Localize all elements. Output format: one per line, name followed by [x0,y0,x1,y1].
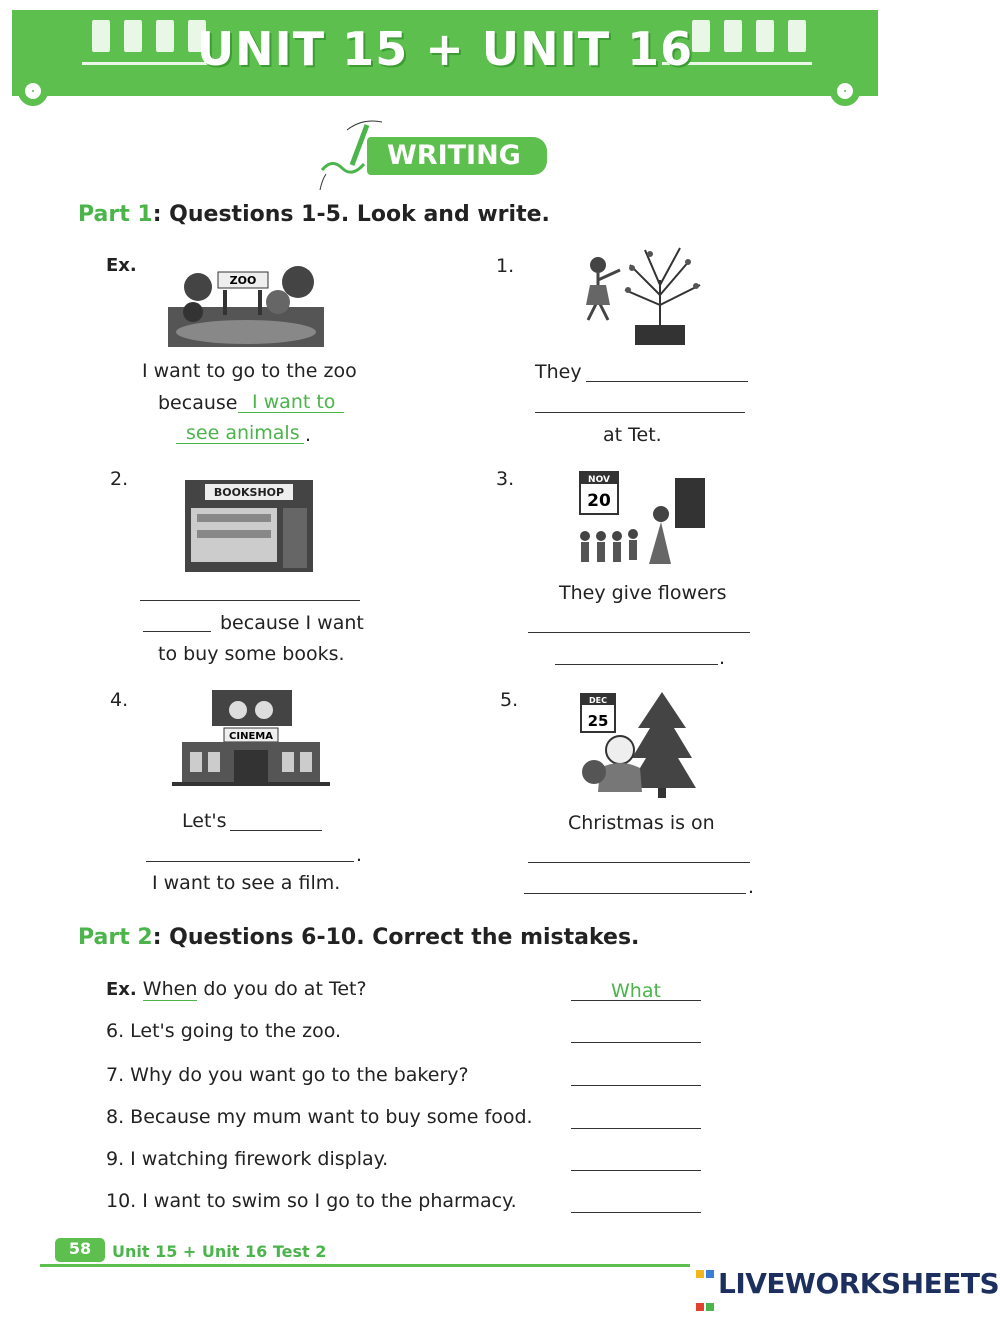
example-answer1: I want to [252,391,336,413]
q3-day: 20 [587,491,611,511]
part2-example-rest: do you do at Tet? [203,978,367,1000]
writing-label: WRITING [367,137,547,175]
q1-start: They [535,361,582,383]
cinema-picture [172,690,330,786]
example-because: because [158,392,238,414]
q4-start: Let's [182,810,227,832]
liveworksheets-brand: LIVEWORKSHEETS [718,1267,1000,1300]
part2-item-7: 7. Why do you want go to the bakery? [106,1064,469,1086]
example-answer-line [176,443,304,444]
header-banner [12,10,878,96]
q2-number: 2. [110,468,129,490]
part2-example-answer-line [571,1000,701,1001]
period: . [719,647,726,669]
tet-tree-picture [570,240,725,348]
q3-number: 3. [496,468,515,490]
liveworksheets-logo [696,1252,999,1318]
q2-answer-line[interactable] [143,631,211,632]
part2-title [78,925,639,950]
part2-example-answer: What [611,980,661,1002]
example-number: Ex. [106,255,137,276]
q5-answer-line[interactable] [524,893,746,894]
part2-answer-line[interactable] [571,1085,701,1086]
zoo-sign: ZOO [229,274,257,287]
part2-example-num: Ex. [106,979,137,1000]
q5-month: DEC [589,696,607,705]
q4-number: 4. [110,689,129,711]
q5-number: 5. [500,689,519,711]
part2-example-underlined: When [142,978,198,1000]
part2-instruction: : Questions 6-10. Correct the mistakes. [152,925,640,950]
q2-mid: because I want [220,612,364,634]
q1-end: at Tet. [603,424,662,446]
bus-wheel-icon [830,76,860,106]
q2-answer-line[interactable] [140,600,360,601]
q5-text: Christmas is on [568,812,715,834]
q3-text: They give flowers [559,582,727,604]
christmas-picture [578,688,698,800]
part2-answer-line[interactable] [571,1042,701,1043]
q2-end: to buy some books. [158,643,345,665]
part1-title [78,202,550,227]
q3-month: NOV [588,475,610,485]
part2-item-8: 8. Because my mum want to buy some food. [106,1106,533,1128]
liveworksheets-icon [696,1252,718,1318]
bookshop-sign: BOOKSHOP [213,486,285,499]
q4-answer-line[interactable] [230,830,322,831]
part2-example [106,978,367,1000]
example-answer-line [238,412,344,413]
zoo-picture [168,252,324,348]
part2-label: Part 2 [78,925,153,950]
footer-text: Unit 15 + Unit 16 Test 2 [112,1242,327,1261]
part2-item-6: 6. Let's going to the zoo. [106,1020,342,1042]
q4-end: I want to see a film. [152,872,341,894]
cinema-sign: CINEMA [229,731,273,742]
q4-answer-line[interactable] [146,861,354,862]
part2-answer-line[interactable] [571,1128,701,1129]
part2-item-10: 10. I want to swim so I go to the pharmacy. [106,1190,517,1212]
unit-title: UNIT 15 + UNIT 16 [196,22,694,76]
footer-rule [40,1264,690,1267]
q1-answer-line[interactable] [586,381,748,382]
bookshop-picture [185,480,313,572]
q1-number: 1. [496,255,515,277]
period: . [305,424,312,446]
example-answer2: see animals [186,422,300,444]
example-line1: I want to go to the zoo [142,360,357,382]
part1-instruction: : Questions 1-5. Look and write. [152,202,550,227]
period: . [356,844,363,866]
part2-answer-line[interactable] [571,1212,701,1213]
page-number: 58 [55,1238,105,1262]
q1-answer-line[interactable] [535,412,745,413]
bus-wheel-icon [18,76,48,106]
q5-day: 25 [587,712,609,730]
teachers-day-picture [575,468,707,568]
part2-answer-line[interactable] [571,1170,701,1171]
period: . [748,876,755,898]
q5-answer-line[interactable] [528,862,750,863]
q3-answer-line[interactable] [528,632,750,633]
part2-item-9: 9. I watching firework display. [106,1148,389,1170]
part1-label: Part 1 [78,202,153,227]
q3-answer-line[interactable] [555,664,718,665]
